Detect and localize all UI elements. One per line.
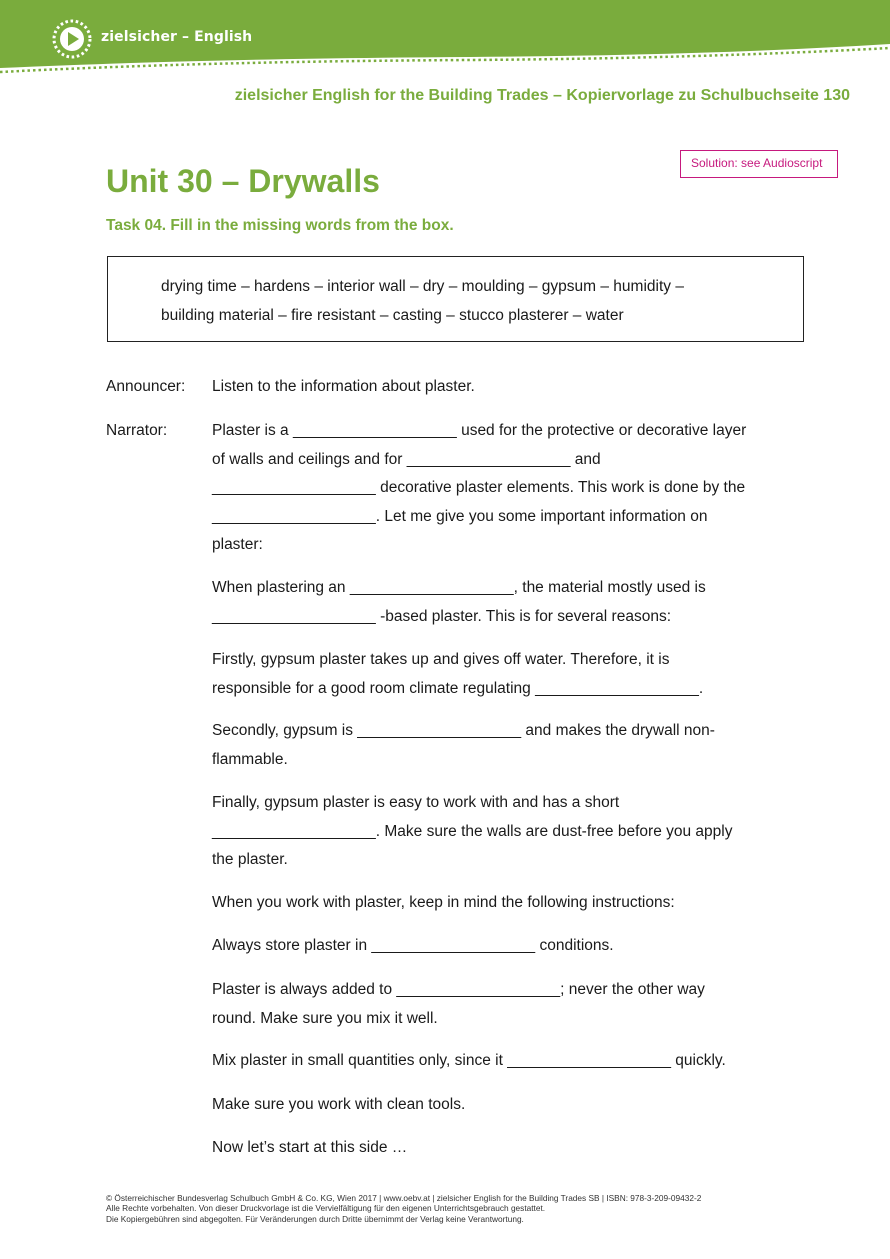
text-line: Secondly, gypsum is ___________________ and makes the drywall non-: [212, 722, 715, 739]
text-line: ___________________. Make sure the walls are dust-free before you apply: [212, 822, 733, 840]
text-line: ___________________ decorative plaster elements. This work is done by the: [212, 479, 746, 496]
narrator-label: Narrator:: [106, 422, 168, 439]
narrator-paragraph: [212, 976, 802, 1033]
page-title: Unit 30 – Drywalls: [106, 163, 380, 199]
footer-line: Alle Rechte vorbehalten. Von dieser Druckvorlage ist die Vervielfältigung für den eigenen Unterrichtsgebrauch gestattet.: [106, 1203, 546, 1214]
narrator-paragraph: [212, 1091, 802, 1120]
narrator-paragraph: [212, 574, 802, 631]
text-line: the plaster.: [212, 851, 288, 868]
text-line: When you work with plaster, keep in mind the following instructions:: [212, 894, 675, 911]
task-instruction: Task 04. Fill in the missing words from the box.: [106, 217, 454, 234]
text-line: ___________________. Let me give you some important information on: [212, 507, 708, 525]
text-line: Listen to the information about plaster.: [212, 378, 475, 395]
narrator-paragraph: [212, 717, 802, 774]
word-box: [107, 256, 804, 342]
footer-line: © Österreichischer Bundesverlag Schulbuch GmbH & Co. KG, Wien 2017 | www.oebv.at | zielsicher English for the Building Trades SB | ISBN: 978-3-209-09432-2: [106, 1193, 702, 1203]
announcer-text: [212, 373, 802, 402]
footer-line: Die Kopiergebühren sind abgegolten. Für Veränderungen durch Dritte übernimmt der Verlag keine Verantwortung.: [106, 1213, 524, 1224]
text-line: Always store plaster in ___________________ conditions.: [212, 937, 614, 954]
text-line: Mix plaster in small quantities only, since it ___________________ quickly.: [212, 1052, 726, 1069]
narrator-paragraph: [212, 417, 802, 560]
brand-label: zielsicher – English: [101, 29, 253, 45]
narrator-paragraph: [212, 789, 802, 875]
text-line: round. Make sure you mix it well.: [212, 1009, 438, 1027]
word-box-line: building material – fire resistant – casting – stucco plasterer – water: [161, 307, 624, 324]
text-line: Plaster is a ___________________ used for the protective or decorative layer: [212, 422, 747, 439]
text-line: Finally, gypsum plaster is easy to work with and has a short: [212, 794, 620, 811]
announcer-label: Announcer:: [106, 378, 186, 395]
narrator-paragraph: [212, 646, 802, 703]
text-line: Firstly, gypsum plaster takes up and gives off water. Therefore, it is: [212, 651, 670, 668]
text-line: Now let’s start at this side …: [212, 1139, 408, 1156]
text-line: Make sure you work with clean tools.: [212, 1096, 466, 1113]
text-line: flammable.: [212, 750, 288, 768]
text-line: responsible for a good room climate regulating ___________________.: [212, 679, 704, 697]
text-line: Plaster is always added to ___________________; never the other way: [212, 981, 705, 998]
word-box-line: drying time – hardens – interior wall – dry – moulding – gypsum – humidity –: [161, 278, 684, 295]
text-line: plaster:: [212, 536, 263, 553]
narrator-paragraph: [212, 1134, 802, 1163]
text-line: ___________________ -based plaster. This is for several reasons:: [212, 607, 671, 625]
narrator-paragraph: [212, 932, 802, 961]
narrator-paragraph: [212, 889, 802, 918]
text-line: When plastering an ___________________, the material mostly used is: [212, 579, 706, 596]
copyright-footer: [106, 1193, 701, 1224]
solution-note: Solution: see Audioscript: [680, 150, 838, 178]
text-line: of walls and ceilings and for ___________________ and: [212, 450, 601, 468]
header-subtitle: zielsicher English for the Building Trades – Kopiervorlage zu Schulbuchseite 130: [234, 87, 850, 104]
narrator-paragraph: [212, 1047, 802, 1076]
